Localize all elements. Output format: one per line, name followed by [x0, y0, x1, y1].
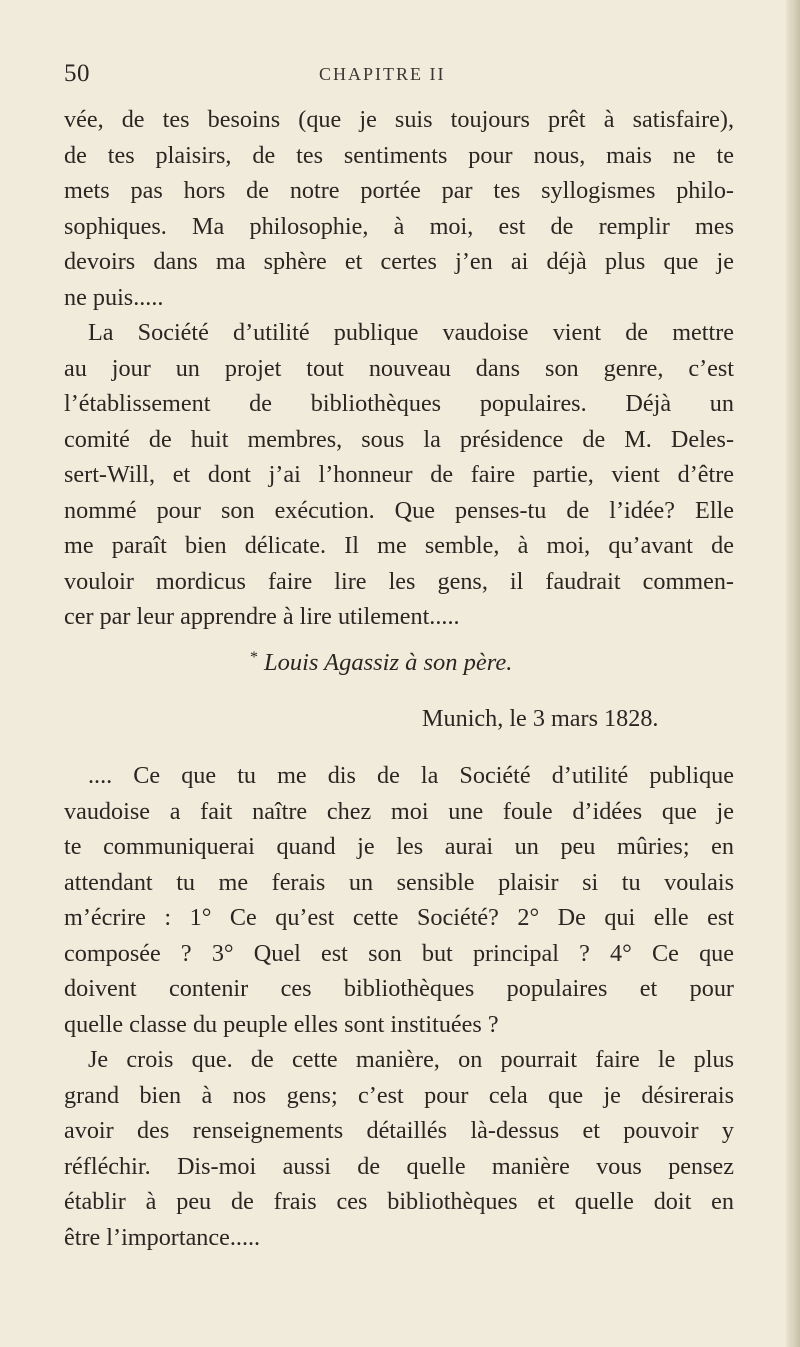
running-head: CHAPITRE II [319, 64, 446, 84]
text-line: sert-Will, et dont j’ai l’honneur de faire partie, vient d’être [64, 461, 734, 488]
page-edge [786, 0, 800, 1347]
text-line: Je crois que. de cette manière, on pourrait faire le plus [88, 1046, 734, 1073]
text-line: ne puis..... [64, 283, 164, 311]
text-line: être l’importance..... [64, 1223, 261, 1251]
text-line: te communiquerai quand je les aurai un peu mûries; en [64, 833, 734, 860]
text-line: quelle classe du peuple elles sont instituées ? [64, 1010, 499, 1038]
text-line: me paraît bien délicate. Il me semble, à moi, qu’avant de [64, 532, 734, 559]
page-number: 50 [64, 60, 90, 87]
text-line: sophiques. Ma philosophie, à moi, est de remplir mes [64, 212, 734, 240]
letter-heading [250, 649, 512, 677]
text-line: devoirs dans ma sphère et certes j’en ai déjà plus que je [64, 248, 734, 275]
text-line: vaudoise a fait naître chez moi une foule d’idées que je [64, 797, 734, 825]
page-header [64, 56, 724, 96]
text-line: grand bien à nos gens; c’est pour cela que je désirerais [64, 1081, 734, 1109]
text-block-bottom [64, 758, 734, 1255]
text-line: au jour un projet tout nouveau dans son genre, c’est [64, 354, 734, 382]
text-line: La Société d’utilité publique vaudoise vient de mettre [88, 319, 734, 346]
text-line: comité de huit membres, sous la présidence de M. Deles- [64, 425, 734, 453]
text-line: attendant tu me ferais un sensible plaisir si tu voulais [64, 868, 734, 896]
text-line: composée ? 3° Quel est son but principal ? 4° Ce que [64, 939, 734, 967]
text-line: vée, de tes besoins (que je suis toujours prêt à satisfaire), [64, 106, 734, 133]
letter-heading-title: Louis Agassiz à son père. [264, 649, 513, 676]
text-line: réfléchir. Dis-moi aussi de quelle manière vous pensez [64, 1152, 734, 1180]
dateline: Munich, le 3 mars 1828. [422, 705, 659, 732]
text-line: avoir des renseignements détaillés là-dessus et pouvoir y [64, 1117, 734, 1144]
footnote-star: * [250, 649, 258, 666]
text-line: .... Ce que tu me dis de la Société d’utilité publique [88, 762, 734, 789]
text-line: mets pas hors de notre portée par tes syllogismes philo- [64, 177, 734, 204]
text-line: de tes plaisirs, de tes sentiments pour nous, mais ne te [64, 141, 734, 169]
text-line: établir à peu de frais ces bibliothèques et quelle doit en [64, 1188, 734, 1215]
text-line: vouloir mordicus faire lire les gens, il faudrait commen- [64, 567, 734, 595]
text-block-top [64, 102, 734, 635]
text-line: l’établissement de bibliothèques populaires. Déjà un [64, 390, 734, 417]
text-line: cer par leur apprendre à lire utilement..... [64, 603, 460, 630]
text-line: doivent contenir ces bibliothèques populaires et pour [64, 975, 734, 1002]
text-line: m’écrire : 1° Ce qu’est cette Société? 2° De qui elle est [64, 904, 734, 931]
text-line: nommé pour son exécution. Que penses-tu de l’idée? Elle [64, 496, 734, 524]
